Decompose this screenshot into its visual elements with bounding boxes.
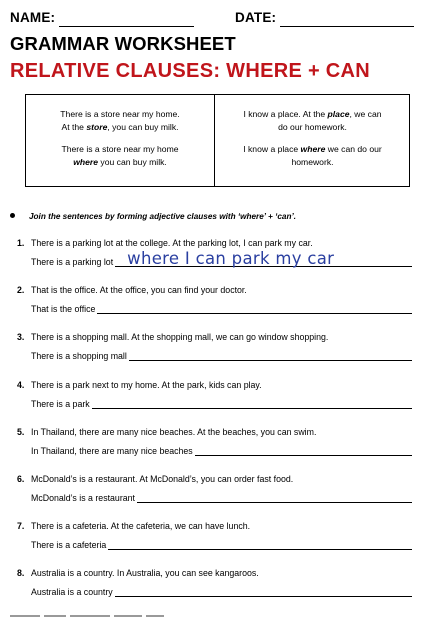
handwritten-answer: where I can park my car (127, 249, 335, 268)
answer-start: There is a parking lot (31, 257, 114, 267)
answer-start: McDonald’s is a restaurant (31, 493, 135, 503)
answer-row (31, 399, 412, 409)
question-prompt: There is a parking lot at the college. At the parking lot, I can park my car. (31, 238, 313, 248)
answer-line[interactable] (108, 540, 412, 550)
date-label: DATE: (235, 10, 277, 25)
question-prompt: There is a park next to my home. At the park, kids can play. (31, 379, 262, 390)
answer-row (31, 540, 412, 550)
question-number: 8. (17, 568, 25, 579)
question-number: 2. (17, 285, 25, 296)
answer-start: Australia is a country (31, 587, 113, 598)
question-prompt: There is a cafeteria. At the cafeteria, we can have lunch. (31, 521, 251, 532)
instructions: Join the sentences by forming adjective clauses with ‘where’ + ‘can’. (10, 212, 296, 221)
answer-start: There is a shopping mall (31, 351, 127, 362)
answer-row (31, 446, 412, 456)
answer-line[interactable] (115, 587, 412, 597)
question-prompt: In Thailand, there are many nice beaches. At the beaches, you can swim. (31, 426, 317, 437)
answer-start: That is the office (31, 304, 96, 315)
question-number: 1. (17, 238, 25, 248)
question-number: 4. (17, 379, 25, 390)
answer-row (31, 304, 412, 314)
question-number: 6. (17, 474, 25, 484)
answer-start: In Thailand, there are many nice beaches (31, 445, 193, 456)
answer-start: There is a park (31, 398, 90, 409)
name-label: NAME: (10, 10, 56, 25)
answer-line[interactable] (129, 351, 412, 361)
question-number: 3. (17, 332, 25, 343)
bullet-icon (10, 213, 15, 218)
answer-line[interactable] (97, 304, 412, 314)
examples-box (25, 94, 410, 187)
worksheet-subtitle: RELATIVE CLAUSES: WHERE + CAN (10, 60, 371, 82)
example-right-2: I know a place where we can do our homework. (243, 144, 382, 167)
answer-line[interactable] (92, 399, 412, 409)
answer-row (31, 351, 412, 361)
question-number: 7. (17, 521, 25, 532)
answer-row (31, 587, 412, 597)
question-prompt: Australia is a country. In Australia, you can see kangaroos. (31, 568, 259, 579)
worksheet-header (10, 10, 426, 30)
answer-row (31, 493, 412, 503)
question-number: 5. (17, 426, 25, 437)
footer-cutoff (10, 612, 210, 619)
answer-line[interactable] (195, 446, 412, 456)
question-prompt: McDonald’s is a restaurant. At McDonald’s, you can order fast food. (31, 474, 294, 484)
answer-line[interactable] (115, 249, 412, 268)
worksheet-title: GRAMMAR WORKSHEET (10, 33, 236, 54)
answer-row (31, 249, 412, 268)
name-field[interactable] (59, 26, 194, 27)
answer-start: There is a cafeteria (31, 540, 107, 551)
example-left-2: There is a store near my home where you can buy milk. (61, 144, 179, 167)
date-field[interactable] (280, 26, 414, 27)
example-right-1: I know a place. At the place, we can do our homework. (243, 109, 382, 132)
question-prompt: That is the office. At the office, you can find your doctor. (31, 285, 247, 296)
example-left-1: There is a store near my home. At the store, you can buy milk. (60, 109, 180, 132)
question-prompt: There is a shopping mall. At the shopping mall, we can go window shopping. (31, 332, 329, 343)
answer-line[interactable] (137, 493, 412, 503)
